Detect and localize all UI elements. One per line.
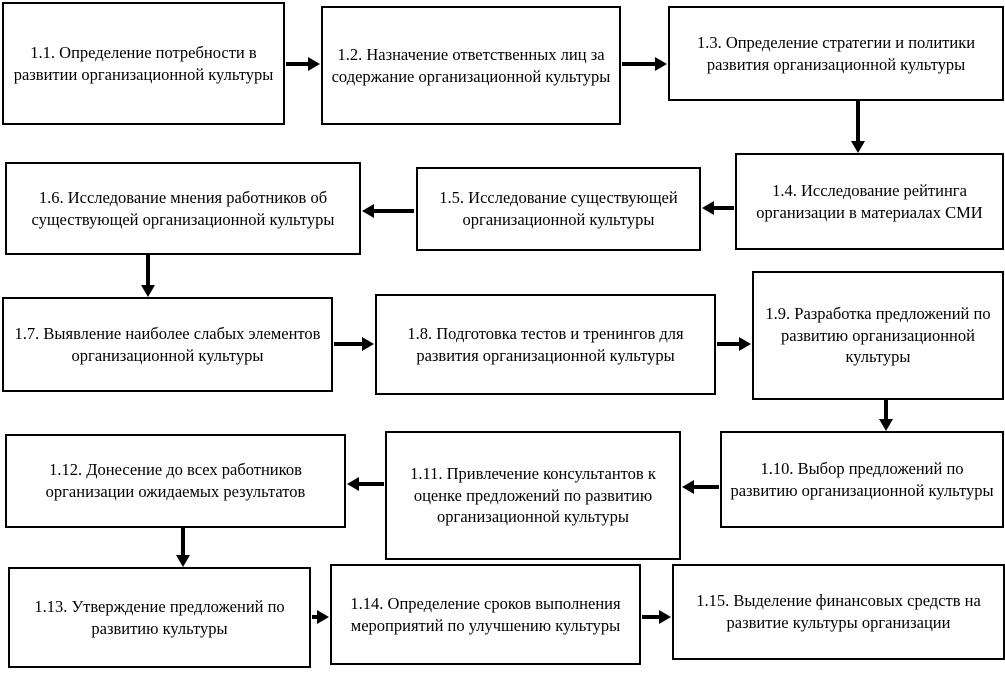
node-1-1 xyxy=(2,2,285,125)
node-1-5 xyxy=(416,167,701,251)
node-1-14 xyxy=(330,564,641,665)
node-label: 1.3. Определение стратегии и политики развития организационной культуры xyxy=(696,32,976,74)
arrow-1-13-to-1-14-icon xyxy=(312,610,329,624)
node-1-6 xyxy=(5,162,361,255)
node-label: 1.8. Подготовка тестов и тренингов для развития организационной культуры xyxy=(407,323,684,365)
node-label: 1.7. Выявление наиболее слабых элементов организационной культуры xyxy=(14,323,321,365)
node-label: 1.2. Назначение ответственных лиц за содержание организационной культуры xyxy=(331,44,611,86)
node-label: 1.9. Разработка предложений по развитию организационной культуры xyxy=(765,303,991,367)
node-label: 1.5. Исследование существующей организационной культуры xyxy=(439,188,678,229)
node-1-2 xyxy=(321,6,621,125)
node-label: 1.4. Исследование рейтинга организации в материалах СМИ xyxy=(756,180,983,222)
node-label: 1.11. Привлечение консультантов к оценке предложений по развитию организационной культуры xyxy=(410,463,656,527)
arrow-1-8-to-1-9-icon xyxy=(717,337,751,351)
node-1-13 xyxy=(8,567,311,668)
node-1-12 xyxy=(5,434,346,528)
arrow-1-12-to-1-13-icon xyxy=(176,528,190,567)
node-1-8 xyxy=(375,294,716,395)
arrow-1-5-to-1-6-icon xyxy=(362,204,414,218)
arrow-1-14-to-1-15-icon xyxy=(642,610,671,624)
node-label: 1.12. Донесение до всех работников организации ожидаемых результатов xyxy=(45,460,306,501)
node-1-9 xyxy=(752,271,1004,400)
arrow-1-1-to-1-2-icon xyxy=(286,57,320,71)
node-1-3 xyxy=(668,6,1004,101)
arrow-1-3-to-1-4-icon xyxy=(851,101,865,153)
arrow-1-7-to-1-8-icon xyxy=(334,337,374,351)
arrow-1-2-to-1-3-icon xyxy=(622,57,667,71)
node-label: 1.1. Определение потребности в развитии организационной культуры xyxy=(13,42,274,84)
node-label: 1.13. Утверждение предложений по развитию культуры xyxy=(34,596,285,638)
node-1-11 xyxy=(385,431,681,560)
node-label: 1.14. Определение сроков выполнения мероприятий по улучшению культуры xyxy=(350,593,621,635)
node-label: 1.10. Выбор предложений по развитию организационной культуры xyxy=(730,458,994,500)
node-1-4 xyxy=(735,153,1004,250)
arrow-1-6-to-1-7-icon xyxy=(141,255,155,297)
node-1-15 xyxy=(672,564,1005,660)
arrow-1-11-to-1-12-icon xyxy=(347,477,384,491)
arrow-1-4-to-1-5-icon xyxy=(702,201,734,215)
node-label: 1.6. Исследование мнения работников об существующей организационной культуры xyxy=(31,187,335,229)
arrow-1-10-to-1-11-icon xyxy=(682,480,719,494)
node-1-7 xyxy=(2,297,333,392)
node-label: 1.15. Выделение финансовых средств на развитие культуры организации xyxy=(696,591,981,632)
arrow-1-9-to-1-10-icon xyxy=(879,400,893,431)
node-1-10 xyxy=(720,431,1004,528)
